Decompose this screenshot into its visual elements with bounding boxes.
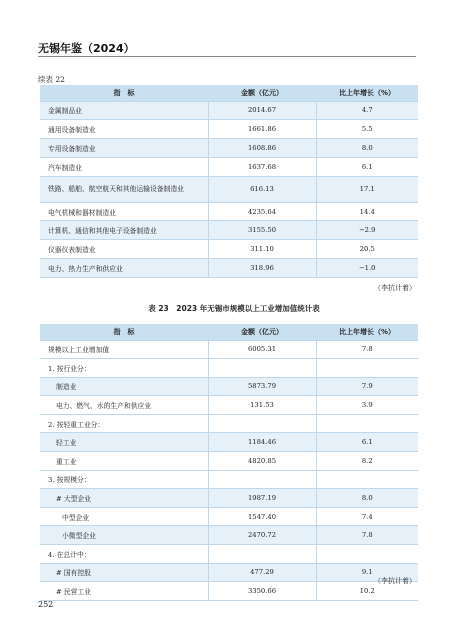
row-growth	[316, 414, 418, 433]
row-label: 电气机械和器材制造业	[40, 202, 208, 221]
row-label: 金属制品业	[40, 101, 208, 120]
row-amount: 311.10	[208, 240, 316, 259]
table-row	[40, 507, 418, 526]
table-row	[40, 259, 418, 278]
row-growth: 20.5	[316, 240, 418, 259]
table-section-row	[40, 545, 418, 564]
row-growth	[316, 359, 418, 378]
row-label: 中型企业	[40, 507, 208, 526]
row-amount: 1184.46	[208, 433, 316, 452]
row-amount: 318.96	[208, 259, 316, 278]
column-header-growth: 比上年增长（%）	[316, 85, 418, 101]
row-amount: 4235.64	[208, 202, 316, 221]
row-growth: −1.0	[316, 259, 418, 278]
column-header-amount: 金额（亿元）	[208, 85, 316, 101]
row-growth: 7.9	[316, 377, 418, 396]
row-growth: 7.8	[316, 526, 418, 545]
table-23	[40, 324, 418, 601]
row-amount: 1608.86	[208, 139, 316, 158]
row-amount	[208, 545, 316, 564]
table-row	[40, 377, 418, 396]
column-header-growth: 比上年增长（%）	[316, 324, 418, 340]
row-growth: 7.8	[316, 340, 418, 359]
table-row	[40, 526, 418, 545]
row-growth: 8.0	[316, 139, 418, 158]
row-label: 重工业	[40, 452, 208, 471]
row-label: 规模以上工业增加值	[40, 340, 208, 359]
row-growth: 10.2	[316, 582, 418, 601]
table-row	[40, 139, 418, 158]
row-amount: 1987.19	[208, 489, 316, 508]
table-22	[40, 85, 418, 278]
table-row	[40, 176, 418, 202]
row-amount: 4820.85	[208, 452, 316, 471]
row-growth: 5.5	[316, 120, 418, 139]
row-amount: 131.53	[208, 396, 316, 415]
table-row	[40, 563, 418, 582]
row-amount: 5873.79	[208, 377, 316, 396]
row-amount	[208, 414, 316, 433]
table-row	[40, 221, 418, 240]
row-label: 计算机、通信和其他电子设备制造业	[40, 221, 208, 240]
table-header-row	[40, 324, 418, 340]
table-row	[40, 101, 418, 120]
section-label: 1. 按行业分：	[40, 359, 208, 378]
row-amount: 1661.86	[208, 120, 316, 139]
row-label: 专用设备制造业	[40, 139, 208, 158]
row-amount: 6005.31	[208, 340, 316, 359]
row-label: 制造业	[40, 377, 208, 396]
table-row	[40, 120, 418, 139]
row-growth: 3.9	[316, 396, 418, 415]
row-amount	[208, 359, 316, 378]
row-amount: 616.13	[208, 176, 316, 202]
row-growth: −2.9	[316, 221, 418, 240]
table-22-source-note: （李抗计着）	[374, 284, 416, 292]
row-label: 电力、燃气、水的生产和供应业	[40, 396, 208, 415]
running-header-title: 无锡年鉴（2024）	[38, 42, 135, 55]
column-header-indicator: 指 标	[40, 324, 208, 340]
row-amount: 1637.68	[208, 157, 316, 176]
row-amount: 2014.67	[208, 101, 316, 120]
row-amount: 3350.66	[208, 582, 316, 601]
row-growth: 14.4	[316, 202, 418, 221]
section-label: 2. 按轻重工业分：	[40, 414, 208, 433]
table-row	[40, 396, 418, 415]
row-growth: 8.2	[316, 452, 418, 471]
table-section-row	[40, 470, 418, 489]
table-row	[40, 157, 418, 176]
row-amount	[208, 470, 316, 489]
table-section-row	[40, 414, 418, 433]
header-rule	[38, 56, 416, 57]
page-number: 252	[38, 600, 54, 609]
row-label: 汽车制造业	[40, 157, 208, 176]
table-row	[40, 340, 418, 359]
table-23-title: 表 23 2023 年无锡市规模以上工业增加值统计表	[148, 304, 320, 313]
section-label: 3. 按规模分：	[40, 470, 208, 489]
row-growth: 4.7	[316, 101, 418, 120]
row-label: 仪器仪表制造业	[40, 240, 208, 259]
row-label: 电力、热力生产和供应业	[40, 259, 208, 278]
row-label: 小微型企业	[40, 526, 208, 545]
row-label: # 大型企业	[40, 489, 208, 508]
row-label: # 国有控股	[40, 563, 208, 582]
row-growth: 6.1	[316, 157, 418, 176]
row-label: 轻工业	[40, 433, 208, 452]
table-23-source-note: （李抗计着）	[374, 577, 416, 585]
table-row	[40, 433, 418, 452]
column-header-indicator: 指 标	[40, 85, 208, 101]
row-amount: 2470.72	[208, 526, 316, 545]
row-growth	[316, 470, 418, 489]
table-header-row	[40, 85, 418, 101]
row-growth	[316, 545, 418, 564]
row-growth: 7.4	[316, 507, 418, 526]
row-label: 通用设备制造业	[40, 120, 208, 139]
row-growth: 8.0	[316, 489, 418, 508]
table-row	[40, 489, 418, 508]
row-amount: 3155.50	[208, 221, 316, 240]
row-growth: 9.1	[316, 563, 418, 582]
row-amount: 477.29	[208, 563, 316, 582]
table-row	[40, 452, 418, 471]
continued-table-label: 续表 22	[38, 75, 65, 84]
table-section-row	[40, 359, 418, 378]
section-label: 4. 在总计中：	[40, 545, 208, 564]
table-row	[40, 582, 418, 601]
table-row	[40, 240, 418, 259]
row-label: # 民营工业	[40, 582, 208, 601]
table-row	[40, 202, 418, 221]
row-growth: 17.1	[316, 176, 418, 202]
column-header-amount: 金额（亿元）	[208, 324, 316, 340]
row-label: 铁路、船舶、航空航天和其他运输设备制造业	[40, 176, 208, 202]
row-growth: 6.1	[316, 433, 418, 452]
row-amount: 1547.40	[208, 507, 316, 526]
